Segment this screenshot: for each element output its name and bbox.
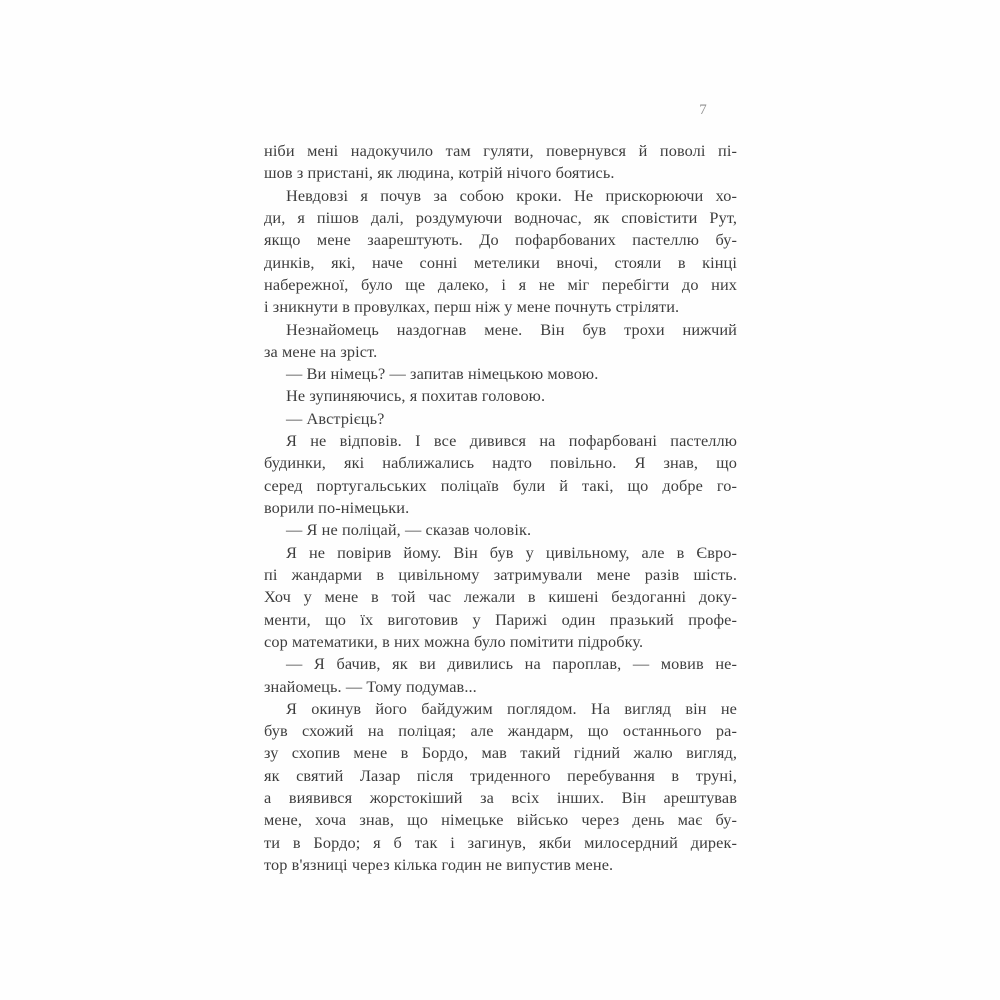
text-line: Незнайомець наздогнав мене. Він був трохи нижчий [286, 319, 737, 339]
text-line: був схожий на поліцая; але жандарм, що останнього ра- [264, 721, 737, 741]
text-column [264, 140, 737, 876]
text-line: Я не повірив йому. Він був у цивільному, але в Євро- [286, 542, 737, 562]
text-line: ти в Бордо; я б так і загинув, якби милосердний дирек- [264, 832, 737, 852]
text-line: ніби мені надокучило там гуляти, повернувся й поволі пі- [264, 141, 737, 160]
text-line: мене, хоча знав, що німецьке військо через день має бу- [264, 810, 737, 830]
text-line: — Ви німець? — запитав німецькою мовою. [286, 364, 599, 384]
text-line: тор в'язниці через кілька годин не випустив мене. [264, 855, 614, 874]
text-line: — Австрієць? [286, 408, 385, 428]
text-line: серед португальських поліцаїв були й такі, що добре го- [264, 475, 737, 495]
text-line: будинки, які наближались надто повільно. Я знав, що [264, 453, 737, 473]
text-line: Не зупиняючись, я похитав головою. [286, 386, 546, 406]
text-line: за мене на зріст. [264, 341, 378, 361]
text-line: і зникнути в провулках, перш ніж у мене почнуть стріляти. [264, 297, 680, 317]
page-number: 7 [699, 102, 707, 118]
text-line: а виявився жорстокіший за всіх інших. Він арештував [264, 788, 737, 808]
text-line: Хоч у мене в той час лежали в кишені бездоганні доку- [264, 587, 737, 607]
text-line: сор математики, в них можна було помітити підробку. [264, 631, 644, 651]
text-line: шов з пристані, як людина, котрій нічого боятись. [264, 163, 615, 183]
text-line: — Я не поліцай, — сказав чоловік. [286, 520, 532, 540]
text-line: динків, які, наче сонні метелики вночі, стояли в кінці [264, 252, 737, 272]
text-line: зу схопив мене в Бордо, мав такий гідний жалю вигляд, [264, 743, 737, 763]
text-line: Я окинув його байдужим поглядом. На вигляд він не [286, 698, 737, 718]
text-line: ворили по-німецьки. [264, 498, 410, 517]
text-line: ди, я пішов далі, роздумуючи водночас, як сповістити Рут, [264, 207, 737, 227]
text-line: — Я бачив, як ви дивились на пароплав, — мовив не- [286, 654, 737, 674]
text-line: знайомець. — Тому подумав... [264, 676, 477, 696]
text-line: Я не відповів. І все дивився на пофарбовані пастеллю [286, 431, 737, 451]
text-line: як святий Лазар після триденного перебування в труні, [264, 765, 737, 785]
text-line: набережної, було ще далеко, і я не міг перебігти до них [264, 274, 737, 294]
text-line: Невдовзі я почув за собою кроки. Не прискорюючи хо- [286, 185, 737, 205]
text-line: менти, що їх виготовив у Парижі один празький профе- [264, 609, 737, 629]
text-line: якщо мене заарештують. До пофарбованих пастеллю бу- [264, 230, 737, 250]
text-line: пі жандарми в цивільному затримували мене разів шість. [264, 564, 737, 584]
